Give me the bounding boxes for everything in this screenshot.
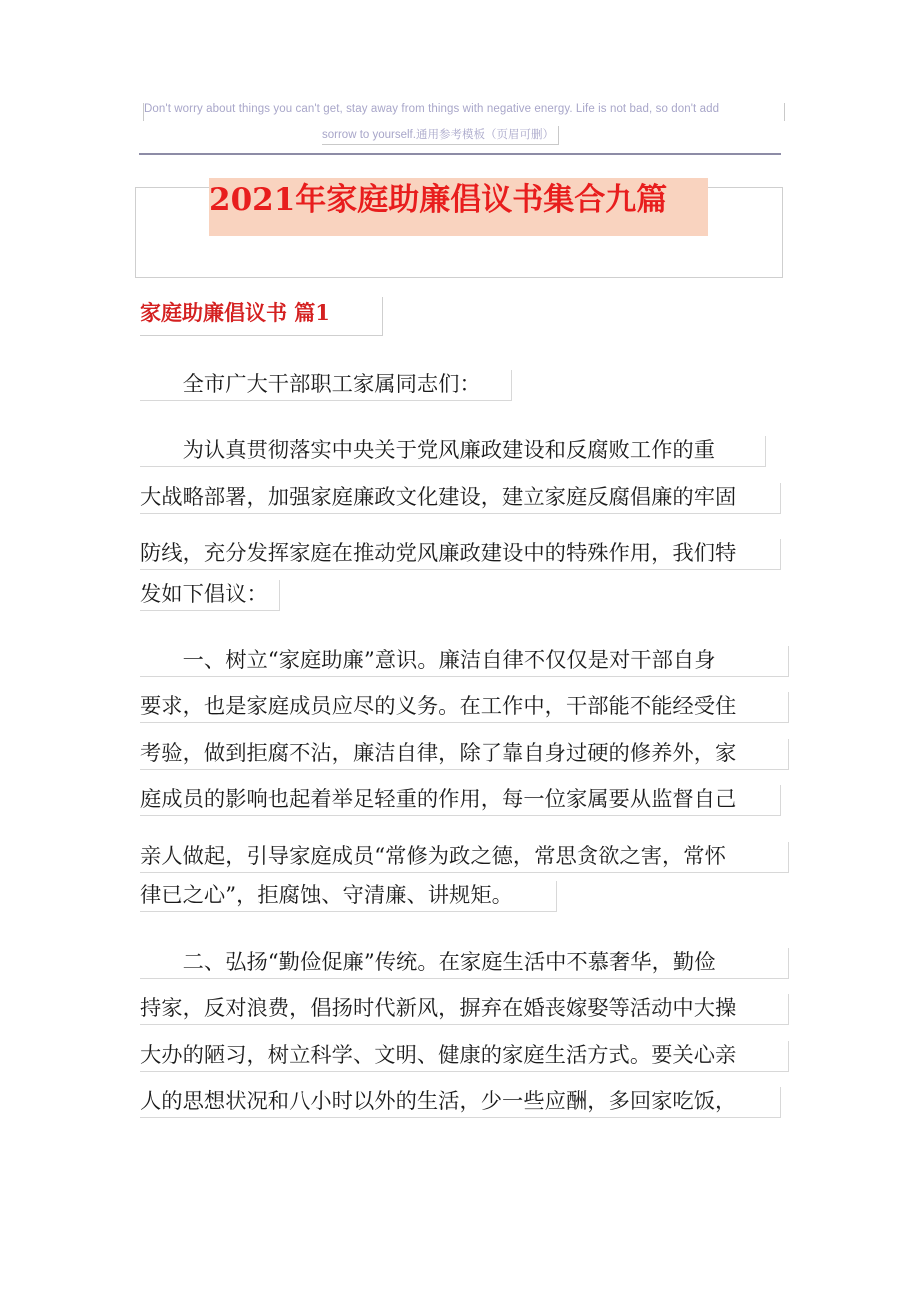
body-line: 二、弘扬“勤俭促廉”传统。在家庭生活中不慕奢华，勤俭 — [140, 948, 789, 979]
body-line: 亲人做起，引导家庭成员“常修为政之德，常思贪欲之害，常怀 — [140, 842, 789, 873]
body-line: 律已之心”，拒腐蚀、守清廉、讲规矩。 — [140, 881, 557, 912]
document-title: 2021年家庭助廉倡议书集合九篇 — [209, 182, 668, 218]
body-line: 要求，也是家庭成员应尽的义务。在工作中，干部能不能经受住 — [140, 692, 789, 723]
body-line: 考验，做到拒腐不沾，廉洁自律，除了靠自身过硬的修养外，家 — [140, 739, 789, 770]
body-line: 大办的陋习，树立科学、文明、健康的家庭生活方式。要关心亲 — [140, 1041, 789, 1072]
body-line: 持家，反对浪费，倡扬时代新风，摒弃在婚丧嫁娶等活动中大操 — [140, 994, 789, 1025]
body-line: 为认真贯彻落实中央关于党风廉政建设和反腐败工作的重 — [140, 436, 766, 467]
body-line: 庭成员的影响也起着举足轻重的作用，每一位家属要从监督自己 — [140, 785, 781, 816]
body-line: 发如下倡议： — [140, 580, 280, 611]
section-heading: 家庭助廉倡议书 篇1 — [140, 297, 383, 336]
body-line: 人的思想状况和八小时以外的生活，少一些应酬，多回家吃饭， — [140, 1087, 781, 1118]
body-line: 大战略部署，加强家庭廉政文化建设，建立家庭反腐倡廉的牢固 — [140, 483, 781, 514]
header-divider — [139, 153, 781, 155]
body-line: 全市广大干部职工家属同志们： — [140, 370, 512, 401]
header-text-line-2: sorrow to yourself.通用参考模板（页眉可删） — [322, 126, 559, 145]
header-text-line-1: Don't worry about things you can't get, stay away from things with negative energy. Life is not bad, so don't add — [143, 103, 785, 121]
body-line: 一、树立“家庭助廉”意识。廉洁自律不仅仅是对干部自身 — [140, 646, 789, 677]
body-line: 防线，充分发挥家庭在推动党风廉政建设中的特殊作用，我们特 — [140, 539, 781, 570]
